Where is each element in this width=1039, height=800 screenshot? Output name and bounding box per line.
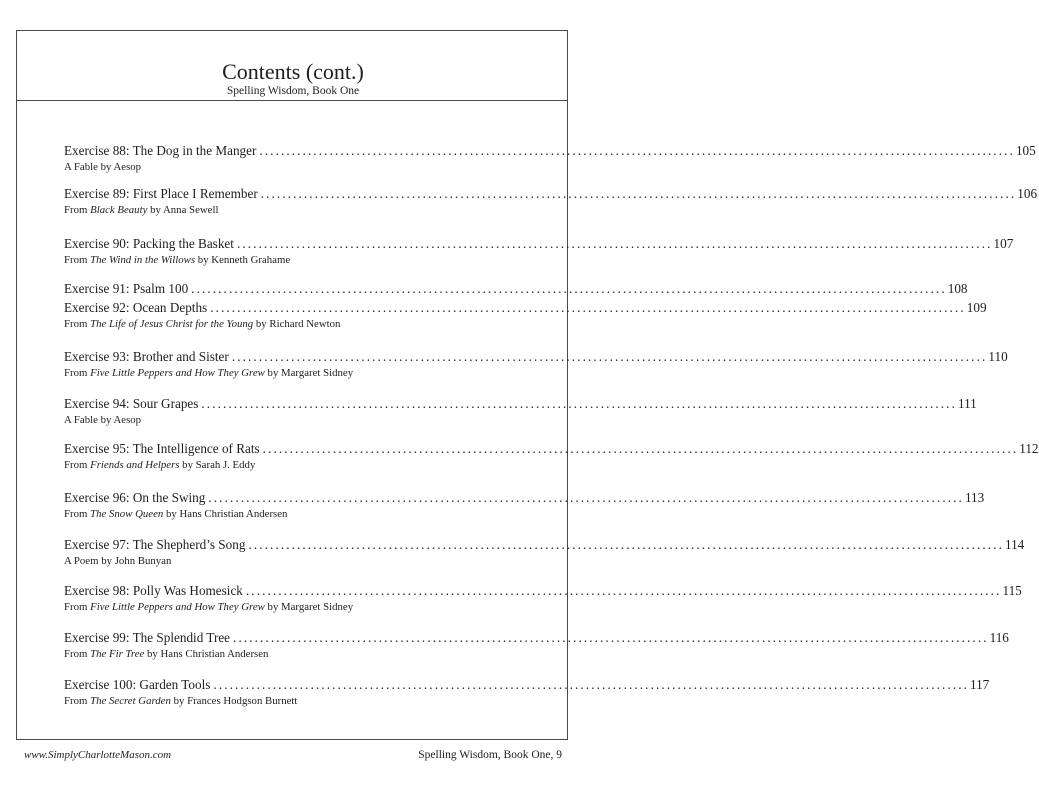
contents-entry	[64, 630, 1009, 661]
dot-leader: ............................................................................................................................................	[231, 349, 988, 364]
dot-leader: ............................................................................................................................................	[245, 583, 1002, 598]
page-number: 113	[964, 490, 985, 505]
contents-entry	[64, 236, 1014, 267]
source-prefix: A Fable by Aesop	[64, 414, 142, 426]
entry-line	[64, 236, 1014, 252]
entry-line	[64, 630, 1009, 646]
exercise-title: Exercise 94: Sour Grapes	[64, 396, 199, 411]
entry-line	[64, 396, 977, 412]
exercise-title: Exercise 99: The Splendid Tree	[64, 630, 231, 645]
dot-leader: ............................................................................................................................................	[248, 537, 1004, 552]
source-prefix: From	[64, 459, 91, 471]
entry-line	[64, 143, 1036, 159]
dot-leader: ............................................................................................................................................	[213, 677, 969, 692]
page-subtitle: Spelling Wisdom, Book One	[226, 85, 360, 97]
contents-entry	[64, 186, 1038, 217]
source-prefix: From	[64, 508, 91, 520]
source-author: by Margaret Sidney	[264, 367, 354, 379]
source-author: by Kenneth Grahame	[195, 254, 291, 266]
exercise-source	[64, 554, 522, 568]
exercise-source	[64, 203, 522, 217]
exercise-source	[64, 600, 522, 614]
exercise-title: Exercise 88: The Dog in the Manger	[64, 143, 257, 158]
source-author: by Frances Hodgson Burnett	[170, 695, 298, 707]
exercise-title: Exercise 90: Packing the Basket	[64, 236, 234, 251]
source-work-title: Five Little Peppers and How They Grew	[90, 601, 265, 613]
exercise-title: Exercise 98: Polly Was Homesick	[64, 583, 243, 598]
dot-leader: ............................................................................................................................................	[208, 490, 964, 505]
entry-line	[64, 537, 1025, 553]
entry-line	[64, 281, 968, 297]
dot-leader: ............................................................................................................................................	[191, 281, 947, 296]
source-work-title: The Life of Jesus Christ for the Young	[90, 318, 254, 330]
source-prefix: From	[64, 695, 91, 707]
entry-line	[64, 583, 1022, 599]
exercise-title: Exercise 100: Garden Tools	[64, 677, 211, 692]
exercise-source	[64, 317, 522, 331]
source-prefix: From	[64, 648, 91, 660]
contents-entry	[64, 677, 990, 708]
source-author: by Anna Sewell	[147, 204, 219, 216]
exercise-title: Exercise 92: Ocean Depths	[64, 300, 208, 315]
footer-website: www.SimplyCharlotteMason.com	[24, 749, 172, 761]
dot-leader: ............................................................................................................................................	[233, 630, 989, 645]
page-number: 112	[1019, 441, 1039, 456]
page-number: 111	[957, 396, 977, 411]
contents-entry	[64, 281, 968, 297]
source-prefix: From	[64, 204, 91, 216]
page-number: 110	[988, 349, 1008, 364]
contents-entry	[64, 300, 987, 331]
source-author: by Margaret Sidney	[264, 601, 354, 613]
source-author: by Sarah J. Eddy	[179, 459, 256, 471]
exercise-title: Exercise 89: First Place I Remember	[64, 186, 258, 201]
page-number: 106	[1017, 186, 1038, 201]
entry-line	[64, 490, 985, 506]
exercise-source	[64, 366, 522, 380]
exercise-title: Exercise 96: On the Swing	[64, 490, 206, 505]
source-work-title: Black Beauty	[90, 204, 148, 216]
source-work-title: The Secret Garden	[90, 695, 171, 707]
entry-line	[64, 677, 990, 693]
entry-line	[64, 186, 1038, 202]
page-number: 109	[966, 300, 987, 315]
source-author: by Hans Christian Andersen	[144, 648, 269, 660]
source-prefix: A Poem by John Bunyan	[64, 555, 172, 567]
dot-leader: ............................................................................................................................................	[260, 186, 1017, 201]
source-work-title: Friends and Helpers	[90, 459, 180, 471]
source-work-title: The Snow Queen	[90, 508, 164, 520]
exercise-title: Exercise 97: The Shepherd’s Song	[64, 537, 246, 552]
page-number: 116	[989, 630, 1009, 645]
footer-page-label: Spelling Wisdom, Book One, 9	[418, 749, 562, 761]
contents-entry	[64, 143, 1036, 174]
dot-leader: ............................................................................................................................................	[210, 300, 966, 315]
page-number: 115	[1002, 583, 1022, 598]
dot-leader: ............................................................................................................................................	[259, 143, 1015, 158]
contents-entry	[64, 396, 977, 427]
source-work-title: The Fir Tree	[90, 648, 145, 660]
entry-line	[64, 300, 987, 316]
exercise-source	[64, 160, 522, 174]
dot-leader: ............................................................................................................................................	[201, 396, 957, 411]
source-prefix: From	[64, 367, 91, 379]
contents-entry	[64, 583, 1022, 614]
source-prefix: From	[64, 318, 91, 330]
exercise-source	[64, 507, 522, 521]
source-work-title: Five Little Peppers and How They Grew	[90, 367, 265, 379]
entry-line	[64, 349, 1008, 365]
exercise-title: Exercise 91: Psalm 100	[64, 281, 189, 296]
page-number: 108	[947, 281, 968, 296]
exercise-source	[64, 694, 522, 708]
source-author: by Hans Christian Andersen	[163, 508, 288, 520]
contents-entry	[64, 349, 1008, 380]
page-number: 114	[1004, 537, 1025, 552]
source-prefix: A Fable by Aesop	[64, 161, 142, 173]
page-number: 105	[1015, 143, 1036, 158]
page-number: 117	[969, 677, 990, 692]
exercise-source	[64, 413, 522, 427]
exercise-title: Exercise 93: Brother and Sister	[64, 349, 229, 364]
header-divider	[16, 100, 568, 101]
page-number: 107	[993, 236, 1014, 251]
exercise-source	[64, 458, 522, 472]
contents-entry	[64, 490, 985, 521]
exercise-title: Exercise 95: The Intelligence of Rats	[64, 441, 260, 456]
contents-entry	[64, 537, 1025, 568]
exercise-source	[64, 647, 522, 661]
source-author: by Richard Newton	[253, 318, 341, 330]
source-work-title: The Wind in the Willows	[90, 254, 196, 266]
source-prefix: From	[64, 601, 91, 613]
contents-entry	[64, 441, 1039, 472]
source-prefix: From	[64, 254, 91, 266]
exercise-source	[64, 253, 522, 267]
dot-leader: ............................................................................................................................................	[262, 441, 1019, 456]
entry-line	[64, 441, 1039, 457]
dot-leader: ............................................................................................................................................	[236, 236, 993, 251]
page-title: Contents (cont.)	[222, 59, 364, 84]
